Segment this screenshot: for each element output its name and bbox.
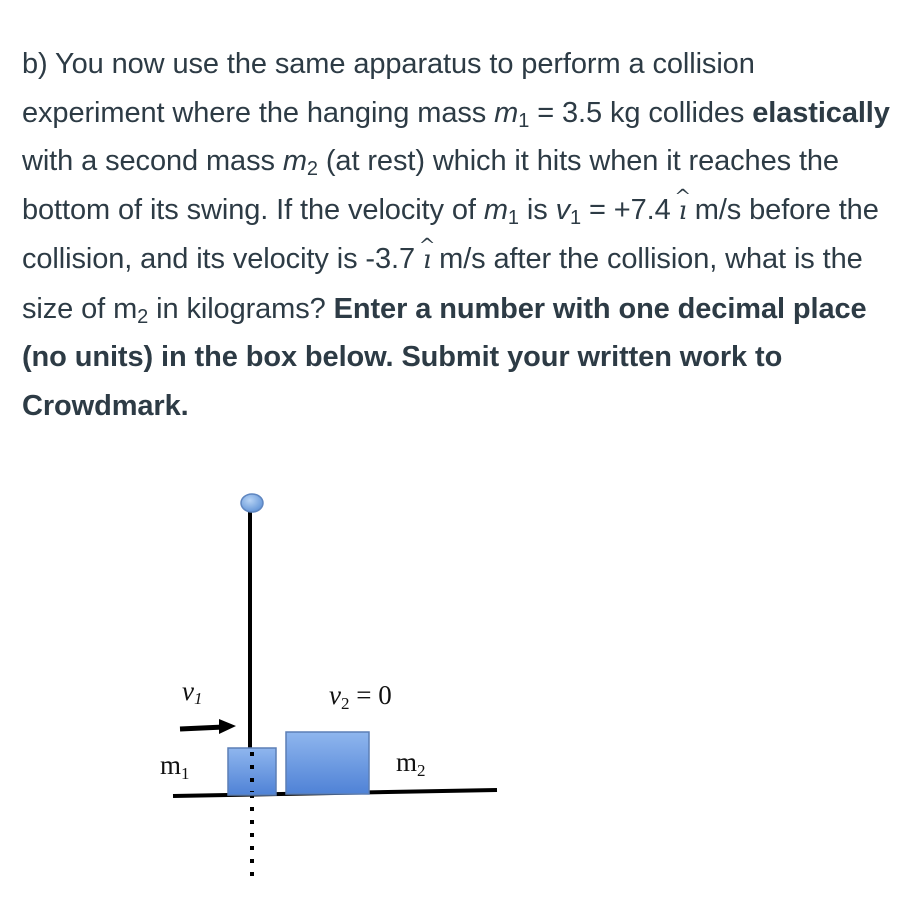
elastically-bold: elastically bbox=[752, 96, 890, 129]
question-text: b) You now use the same apparatus to perform a collision experiment where the hanging mass $m_1 = 3.5$ kg collides elastically with a second mass $m_2$ (at rest) which it hits when it reaches the bottom of its swing. If the velocity of $m_1$ is $v_1 = +7.4$ ^ ı m/s before the collision, and its velocity is -3.7 ^ ı m/s after the collision, what is the size of $m_2$ in kilograms? Enter a number with one decimal place (no units) in the box below. Submit your written work to Crowdmark. bbox=[22, 40, 902, 430]
m1-label: m1 bbox=[160, 750, 190, 783]
unit-vector-i-hat: ^ ı bbox=[423, 236, 431, 285]
velocity-arrow-shaft bbox=[180, 727, 224, 729]
m1-symbol: m bbox=[494, 96, 519, 129]
mass-2-block bbox=[286, 732, 369, 794]
m2-label: m2 bbox=[396, 747, 426, 780]
v2-label: v2 = 0 bbox=[329, 680, 392, 713]
pivot-ball bbox=[241, 494, 263, 512]
instruction-bold: Enter a number with one decimal place (no units) in the box below. Submit your written work to Crowdmark. bbox=[22, 292, 867, 422]
v1-label: v1 bbox=[182, 676, 203, 708]
unit-vector-i-hat: ^ ı bbox=[679, 187, 687, 236]
velocity-arrow-head bbox=[219, 719, 236, 734]
